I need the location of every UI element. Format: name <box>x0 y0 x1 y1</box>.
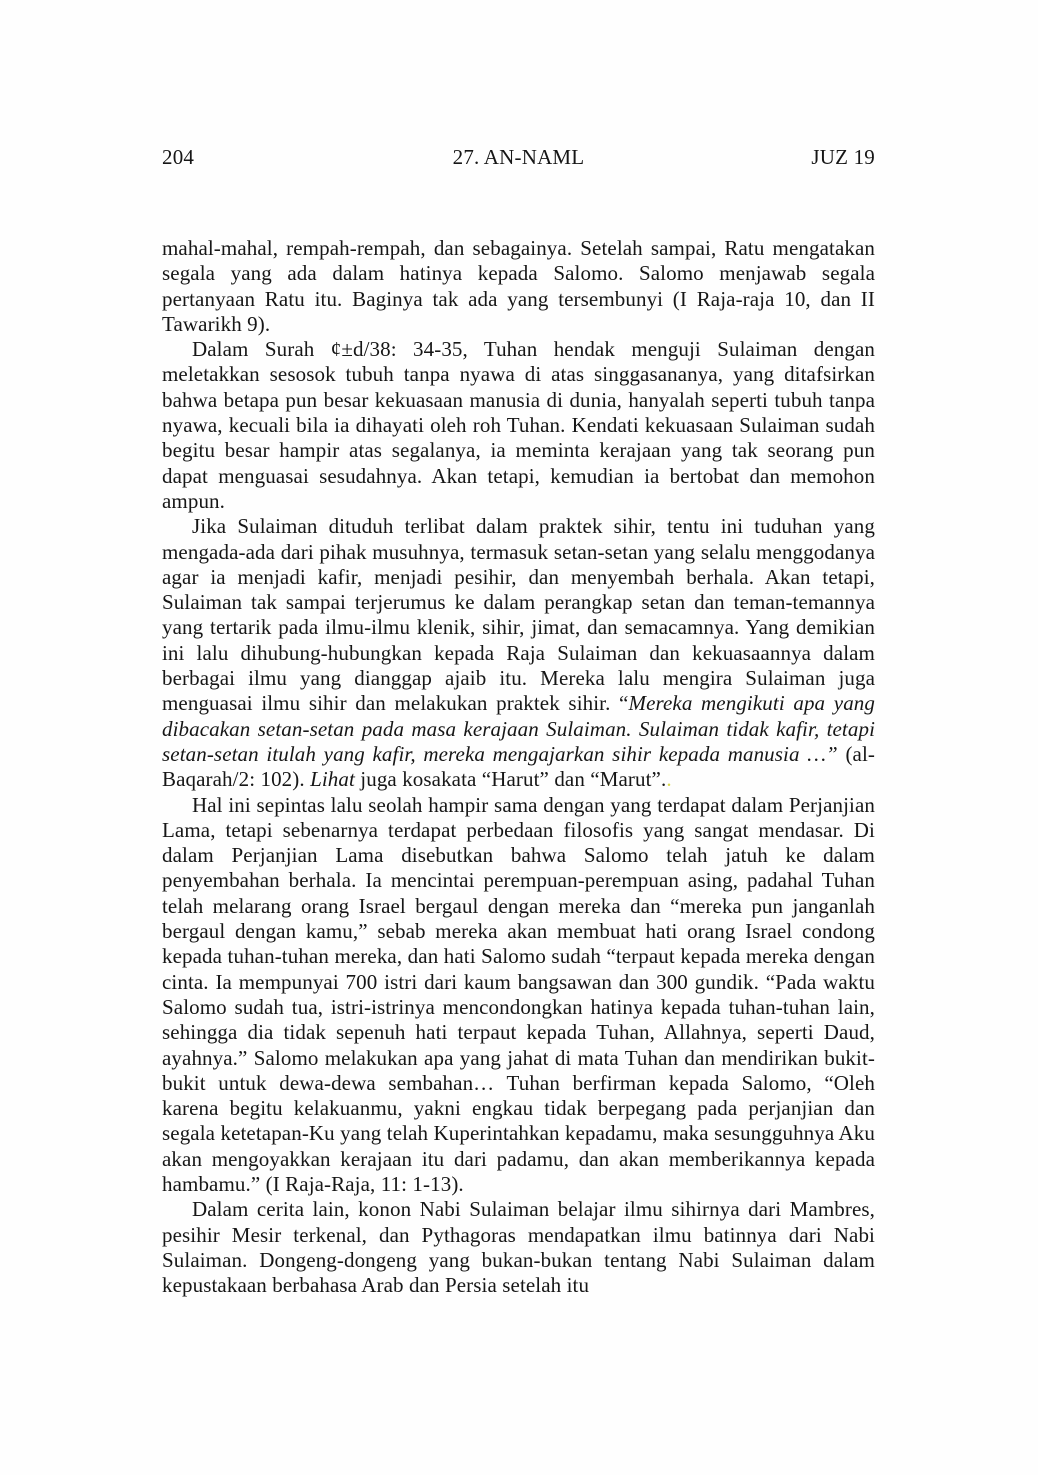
body-text: Dalam cerita lain, konon Nabi Sulaiman belajar ilmu sihirnya dari Mambres, pesihir Mesir terkenal, dan Pythagoras mendapatkan ilmu batinnya dari Nabi Sulaiman. Dongeng-dongeng yang bukan-bukan tentang Nabi Sulaiman dalam kepustakaan berbahasa Arab dan Persia setelah itu <box>162 1197 875 1298</box>
highlight-mark: . <box>666 767 672 792</box>
body-text: Hal ini sepintas lalu seolah hampir sama dengan yang terdapat dalam Perjanjian Lama, tetapi sebenarnya terdapat perbedaan filosofis yang sangat mendasar. Di dalam Perjanjian Lama disebutkan bahwa Salomo telah jatuh ke dalam penyembahan berhala. Ia mencintai perempuan-perempuan asing, padahal Tuhan telah melarang orang Israel bergaul dengan mereka dan “mereka pun janganlah bergaul dengan kamu,” sebab mereka akan membuat hati orang Israel condong kepada tuhan-tuhan mereka, dan hati Salomo sudah “terpaut kepada mereka dengan cinta. Ia mempunyai 700 istri dari kaum bangsawan dan 300 gundik. “Pada waktu Salomo sudah tua, istri-istrinya mencondongkan hatinya kepada tuhan-tuhan lain, sehingga dia tidak sepenuh hati terpaut kepada Tuhan, Allahnya, seperti Daud, ayahnya.” Salomo melakukan apa yang jahat di mata Tuhan dan mendirikan bukit-bukit untuk dewa-dewa sembahan… Tuhan berfirman kepada Salomo, “Oleh karena begitu kelakuanmu, yakni engkau tidak berpegang pada perjanjian dan segala ketetapan-Ku yang telah Kuperintahkan kepadamu, maka sesungguhnya Aku akan mengoyakkan kerajaan itu dari padamu, dan akan memberikannya kepada hambamu.” (I Raja-Raja, 11: 1-13). <box>162 792 875 1196</box>
body-text: mahal-mahal, rempah-rempah, dan sebagainya. Setelah sampai, Ratu mengatakan segala yang ada dalam hatinya kepada Salomo. Salomo menjawab segala pertanyaan Ratu itu. Baginya tak ada yang tersembunyi (I Raja-raja 10, dan II Tawarikh 9). <box>162 236 875 336</box>
running-header <box>162 144 875 170</box>
italic-text: Lihat <box>310 767 355 792</box>
paragraph <box>162 337 875 514</box>
paragraph <box>162 236 875 337</box>
body-text: juga kosakata “Harut” dan “Marut”. <box>354 767 667 792</box>
juz-label: JUZ 19 <box>811 145 875 169</box>
page-number: 204 <box>162 145 195 169</box>
paragraph <box>162 1197 875 1298</box>
body-text: (al-Baqarah/2: 102). <box>162 741 875 792</box>
paragraph <box>162 793 875 1198</box>
paragraph <box>162 514 875 792</box>
body-text: Jika Sulaiman dituduh terlibat dalam praktek sihir, tentu ini tuduhan yang mengada-ada dari pihak musuhnya, termasuk setan-setan yang selalu menggodanya agar ia menjadi kafir, menjadi pesihir, dan menyembah berhala. Akan tetapi, Sulaiman tak sampai terjerumus ke dalam perangkap setan dan teman-temannya yang tertarik pada ilmu-ilmu klenik, sihir, jimat, dan semacamnya. Yang demikian ini lalu dihubung-hubungkan kepada Raja Sulaiman dan kekuasaannya dalam berbagai ilmu yang dianggap ajaib itu. Mereka lalu mengira Sulaiman juga menguasai ilmu sihir dan melakukan praktek sihir. “ <box>162 514 875 716</box>
italic-text: Mereka mengikuti apa yang dibacakan setan-setan pada masa kerajaan Sulaiman. Sulaiman tidak kafir, tetapi setan-setan itulah yang kafir, mereka mengajarkan sihir kepada manusia …” <box>162 691 875 766</box>
page-body <box>162 236 875 1298</box>
surah-title: 27. AN-NAML <box>452 145 585 169</box>
body-text: Dalam Surah ¢±d/38: 34-35, Tuhan hendak menguji Sulaiman dengan meletakkan sesosok tubuh tanpa nyawa di atas singgasananya, yang ditafsirkan bahwa betapa pun besar kekuasaan manusia di dunia, hanyalah seperti tubuh tanpa nyawa, kecuali bila ia dihayati oleh roh Tuhan. Kendati kekuasaan Sulaiman sudah begitu besar hampir atas segalanya, ia meminta kerajaan yang tak seorang pun dapat menguasai sesudahnya. Akan tetapi, kemudian ia bertobat dan memohon ampun. <box>162 337 875 513</box>
